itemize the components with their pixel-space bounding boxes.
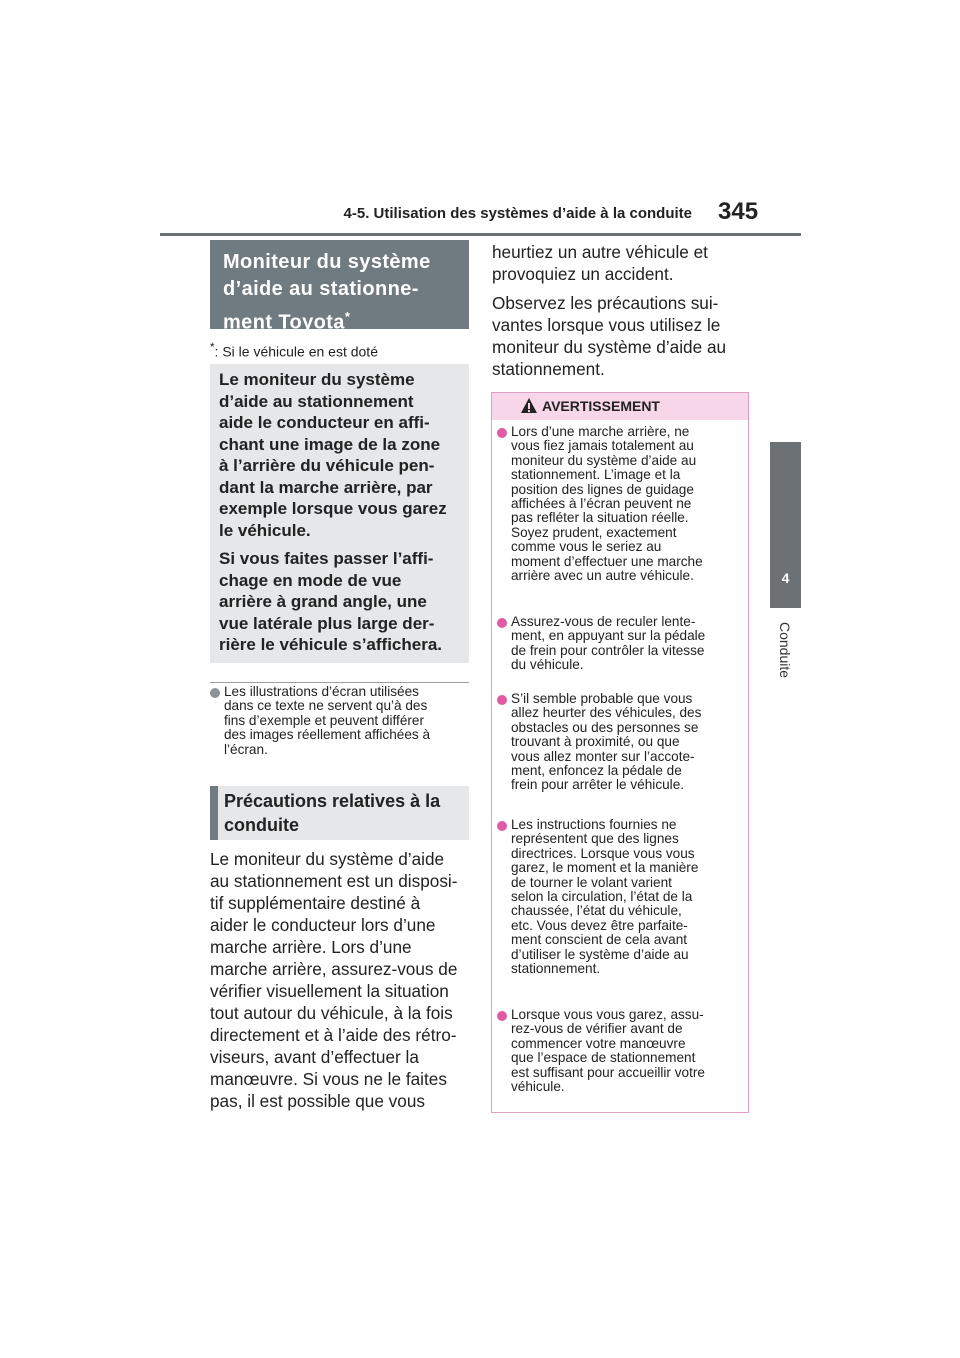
warning-line: ment, enfoncez la pédale de — [511, 763, 682, 779]
note-line: Les illustrations d’écran utilisées — [224, 684, 419, 699]
warning-line: véhicule. — [511, 1079, 565, 1095]
warning-line: moment d’effectuer une marche — [511, 553, 703, 569]
page-number: 345 — [718, 198, 759, 225]
body-line: au stationnement est un disposi- — [210, 871, 458, 891]
summary-line: Le moniteur du système — [219, 370, 415, 389]
body-line: aider le conducteur lors d’une — [210, 915, 436, 935]
body-line: stationnement. — [492, 359, 605, 379]
body-line: directement et à l’aide des rétro- — [210, 1025, 457, 1045]
note-line: des images réellement affichées à — [224, 727, 431, 743]
body-line: marche arrière, assurez-vous de — [210, 959, 458, 979]
body-paragraph — [492, 292, 752, 380]
body-line: tout autour du véhicule, à la fois — [210, 1003, 453, 1023]
title-line: Précautions relatives à la — [224, 791, 441, 811]
body-text-right — [492, 241, 752, 387]
summary-line: Si vous faites passer l’affi- — [219, 549, 434, 568]
body-line: viseurs, avant d’effectuer la — [210, 1047, 419, 1067]
summary-line: aide le conducteur en affi- — [219, 413, 430, 432]
footnote-text: : Si le véhicule en est doté — [214, 343, 378, 360]
warning-title: AVERTISSEMENT — [542, 398, 660, 414]
body-line: vérifier visuellement la situation — [210, 981, 449, 1001]
warning-line: Soyez prudent, exactement — [511, 524, 677, 540]
warning-line: est suffisant pour accueillir votre — [511, 1064, 705, 1080]
warning-triangle-icon — [520, 397, 538, 414]
warning-line: garez, le moment et la manière — [511, 860, 699, 876]
warning-line: comme vous le seriez au — [511, 539, 662, 555]
warning-header — [492, 393, 748, 420]
warning-line: stationnement. L’image et la — [511, 467, 681, 483]
bullet-icon — [497, 618, 507, 628]
title-line — [223, 303, 463, 337]
body-line: pas, il est possible que vous — [210, 1091, 425, 1111]
warning-line: pas refléter la situation réelle. — [511, 510, 689, 526]
bullet-icon — [497, 695, 507, 705]
warning-line: directrices. Lorsque vous vous — [511, 845, 695, 861]
body-line: tif supplémentaire destiné à — [210, 893, 421, 913]
warning-line: ment, en appuyant sur la pédale — [511, 628, 706, 644]
footnote — [210, 341, 378, 360]
warning-item-text — [511, 615, 705, 673]
warning-item-text — [511, 1008, 705, 1094]
header-rule — [160, 233, 801, 236]
chapter-number: 4 — [781, 570, 790, 586]
warning-line: de frein pour contrôler la vitesse — [511, 642, 705, 658]
warning-line: ment conscient de cela avant — [511, 932, 688, 948]
section-title-text — [224, 789, 464, 837]
warning-line: Lorsque vous vous garez, assu- — [511, 1007, 704, 1022]
note-line: fins d’exemple et peuvent différer — [224, 712, 424, 728]
summary-line: le véhicule. — [219, 520, 311, 540]
title-line-text: ment Toyota — [223, 311, 345, 334]
summary-box — [210, 364, 469, 663]
body-line: vantes lorsque vous utilisez le — [492, 315, 721, 335]
summary-line: arrière à grand angle, une — [219, 592, 427, 611]
note-text — [224, 685, 430, 757]
footnote-asterisk: * — [210, 341, 215, 354]
section-title-text — [223, 249, 463, 337]
warning-line: obstacles ou des personnes se — [511, 719, 699, 735]
warning-line: du véhicule. — [511, 657, 584, 673]
section-title-parking-monitor — [210, 240, 469, 334]
bullet-icon — [497, 428, 507, 438]
warning-line: commencer votre manœuvre — [511, 1035, 686, 1051]
warning-line: etc. Vous devez être parfaite- — [511, 917, 688, 933]
title-line: Moniteur du système — [223, 251, 431, 273]
warning-item-text — [511, 692, 701, 793]
warning-line: affichées à l’écran peuvent ne — [511, 496, 692, 512]
warning-line: stationnement. — [511, 961, 601, 977]
body-line: Le moniteur du système d’aide — [210, 849, 445, 869]
warning-line: S’il semble probable que vous — [511, 691, 693, 706]
title-line: conduite — [224, 815, 299, 835]
section-header: 4-5. Utilisation des systèmes d’aide à la conduite — [343, 205, 692, 222]
body-line: moniteur du système d’aide au — [492, 337, 727, 357]
warning-line: Les instructions fournies ne — [511, 817, 677, 832]
warning-line: que l’espace de stationnement — [511, 1050, 696, 1066]
warning-line: représentent que des lignes — [511, 831, 679, 847]
body-paragraph — [492, 241, 752, 285]
body-line: heurtiez un autre véhicule et — [492, 242, 708, 262]
warning-line: vous allez monter sur l’accote- — [511, 748, 695, 764]
warning-line: vous fiez jamais totalement au — [511, 438, 694, 454]
bullet-icon — [497, 1011, 507, 1021]
body-line: marche arrière. Lors d’une — [210, 937, 412, 957]
warning-line: arrière avec un autre véhicule. — [511, 568, 694, 584]
summary-line: chage en mode de vue — [219, 570, 402, 590]
summary-line: rière le véhicule s’affichera. — [219, 635, 443, 654]
warning-item-text — [511, 425, 703, 583]
bullet-icon — [497, 821, 507, 831]
warning-line: moniteur du système d’aide au — [511, 452, 697, 468]
warning-line: chaussée, l’état du véhicule, — [511, 903, 682, 919]
body-line: provoquiez un accident. — [492, 264, 674, 284]
warning-line: trouvant à proximité, ou que — [511, 734, 680, 750]
bullet-icon — [210, 688, 220, 698]
chapter-label-text: Conduite — [777, 622, 793, 679]
warning-line: allez heurter des véhicules, des — [511, 705, 702, 721]
summary-line: exemple lorsque vous garez — [219, 499, 447, 518]
warning-line: d’utiliser le système d’aide au — [511, 946, 689, 962]
divider — [210, 682, 469, 683]
note-item — [210, 685, 472, 765]
section-title-precautions — [210, 786, 469, 840]
note-line: l’écran. — [224, 741, 268, 757]
title-line: d’aide au stationne- — [223, 278, 419, 300]
title-accent — [210, 786, 218, 840]
body-line: Observez les précautions sui- — [492, 293, 719, 313]
warning-line: de tourner le volant varient — [511, 874, 672, 890]
warning-line: Lors d’une marche arrière, ne — [511, 424, 690, 439]
warning-line: selon la circulation, l’état de la — [511, 889, 693, 905]
summary-paragraph — [219, 369, 464, 541]
footnote-mark: * — [344, 309, 351, 324]
warning-line: rez-vous de vérifier avant de — [511, 1021, 683, 1037]
note-line: dans ce texte ne servent qu’à des — [224, 698, 428, 714]
warning-line: frein pour arrêter le véhicule. — [511, 777, 685, 793]
chapter-label — [770, 622, 801, 702]
summary-line: vue latérale plus large der- — [219, 613, 435, 633]
body-line: manœuvre. Si vous ne le faites — [210, 1069, 447, 1089]
summary-line: chant une image de la zone — [219, 434, 441, 454]
warning-line: Assurez-vous de reculer lente- — [511, 614, 696, 629]
summary-line: d’aide au stationnement — [219, 391, 414, 411]
body-text-left — [210, 848, 472, 1112]
warning-item-text — [511, 818, 698, 976]
summary-line: à l’arrière du véhicule pen- — [219, 456, 435, 475]
summary-line: dant la marche arrière, par — [219, 477, 433, 497]
summary-paragraph — [219, 548, 464, 656]
warning-line: position des lignes de guidage — [511, 481, 694, 497]
